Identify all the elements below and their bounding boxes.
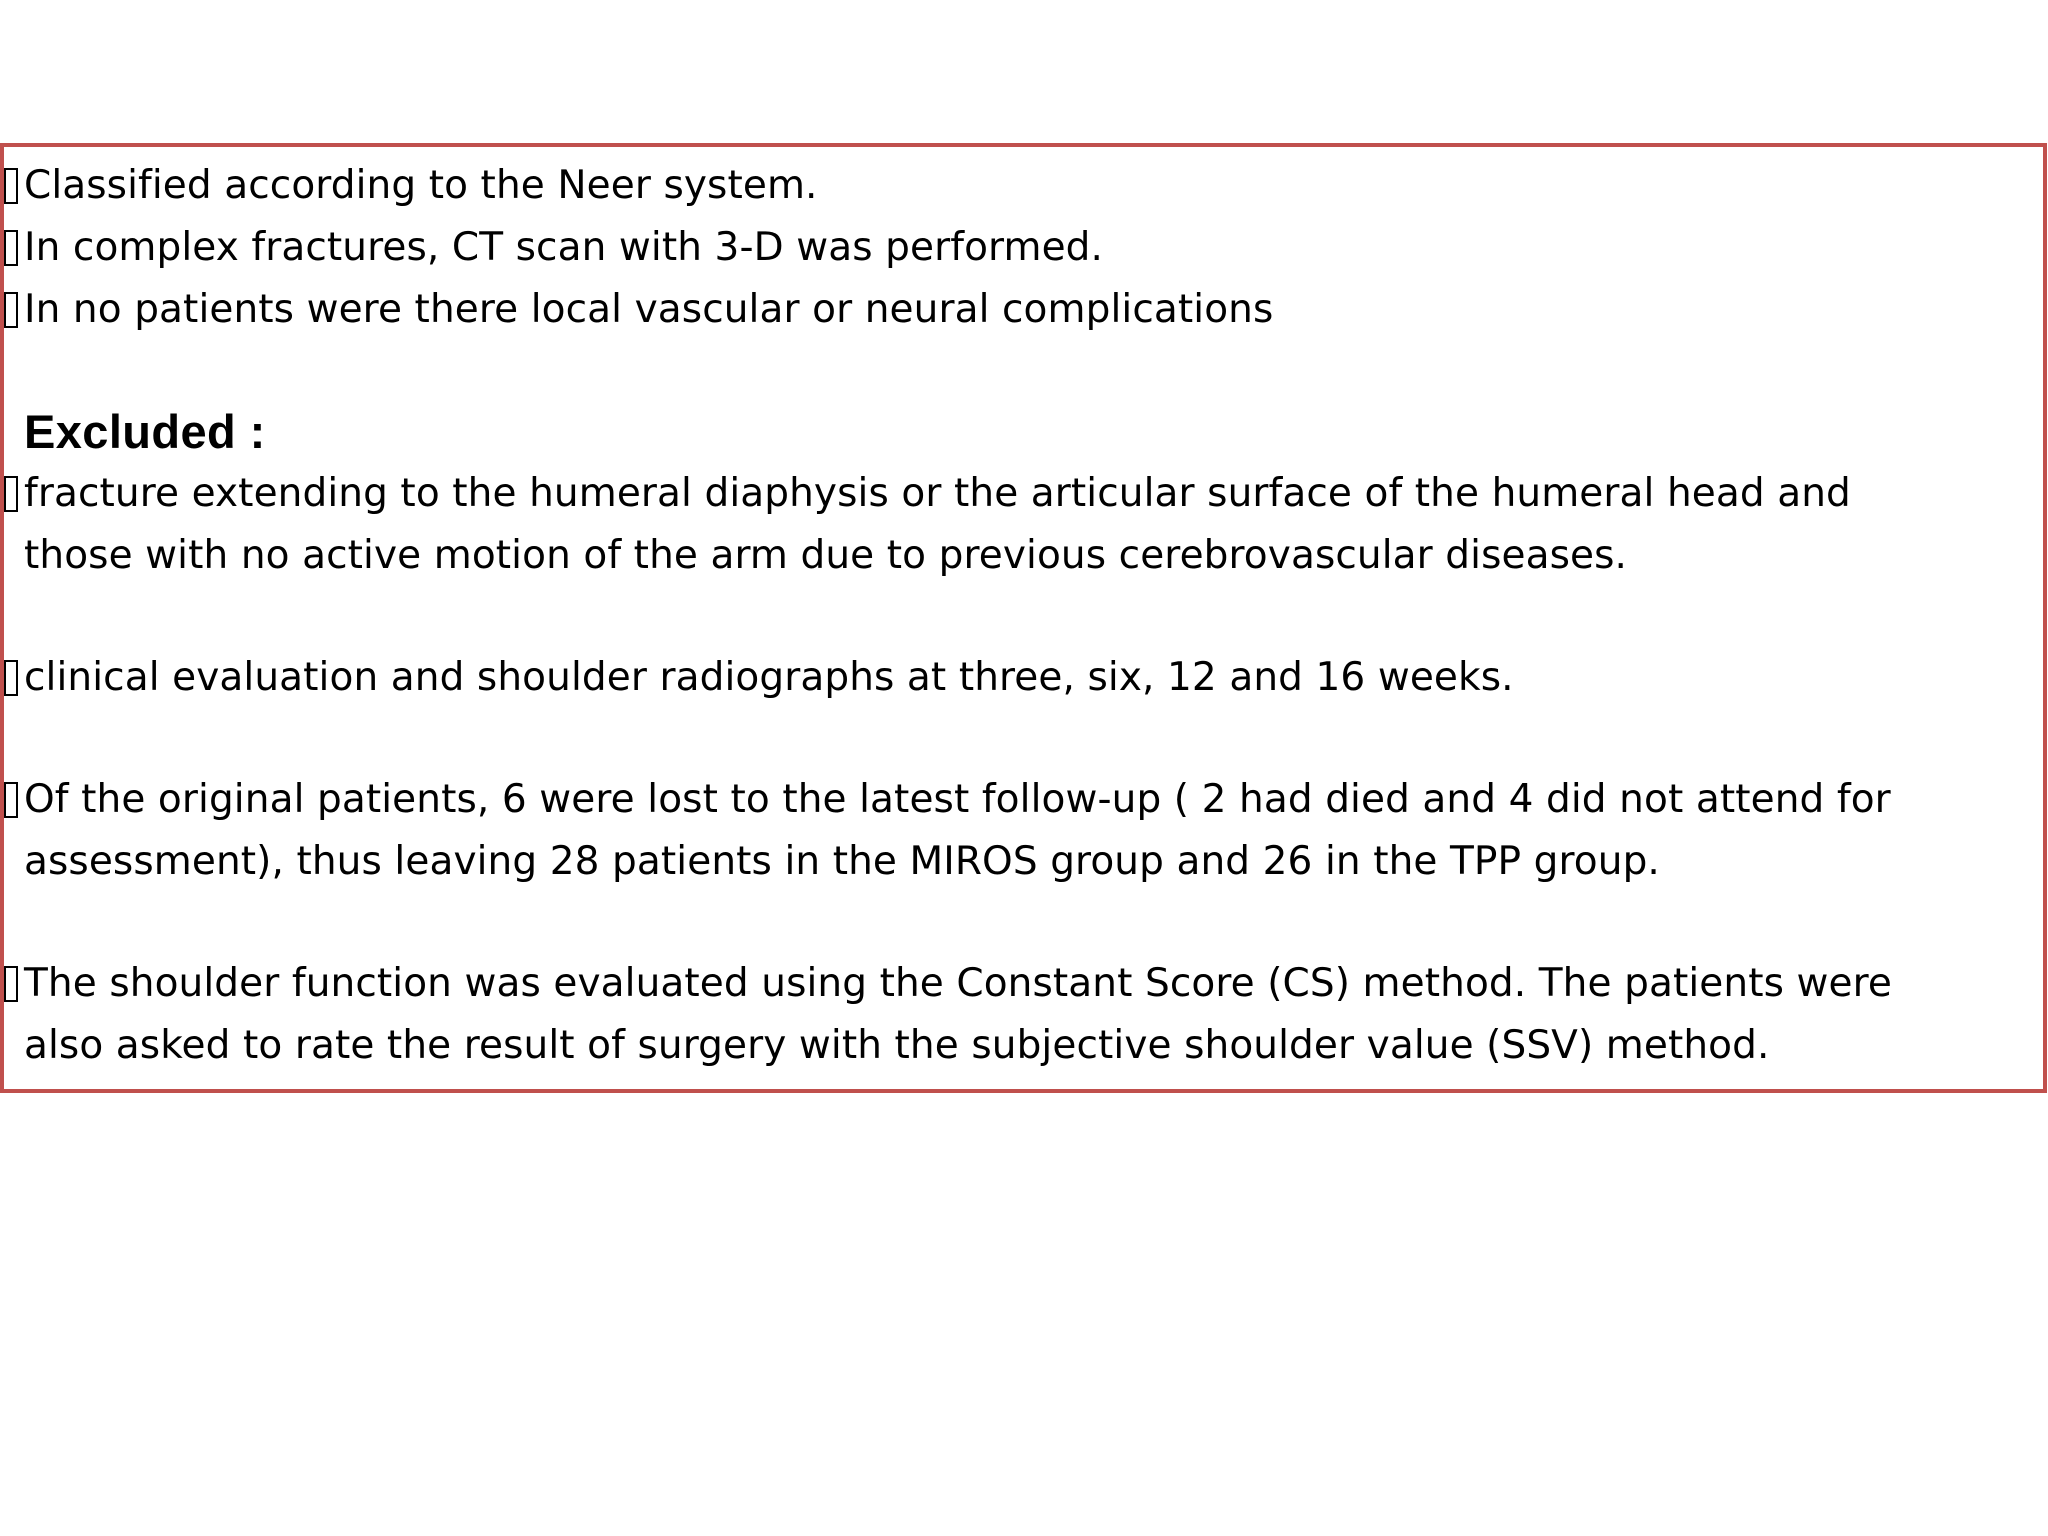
bullet-text: Classified according to the Neer system. [24,163,818,208]
bullet-excluded-line-2: those with no active motion of the arm due to previous cerebrovascular diseases. [24,533,1628,578]
bullet-followup-line-1 [4,777,1891,823]
bullet-text: clinical evaluation and shoulder radiographs at three, six, 12 and 16 weeks. [24,655,1514,700]
missing-glyph-icon [4,168,18,204]
missing-glyph-icon [4,660,18,696]
missing-glyph-icon [4,292,18,328]
missing-glyph-icon [4,230,18,266]
bullet-text: The shoulder function was evaluated using the Constant Score (CS) method. The patients were [24,961,1892,1006]
missing-glyph-icon [4,782,18,818]
bullet-followup-line-2: assessment), thus leaving 28 patients in the MIROS group and 26 in the TPP group. [24,839,1660,884]
bullet-shoulder-function-line-2: also asked to rate the result of surgery with the subjective shoulder value (SSV) method. [24,1023,1770,1068]
content-box [0,143,2047,1093]
bullet-text: In no patients were there local vascular or neural complications [24,287,1274,332]
bullet-no-complications [4,287,1273,333]
missing-glyph-icon [4,476,18,512]
bullet-shoulder-function-line-1 [4,961,1892,1007]
bullet-text: fracture extending to the humeral diaphysis or the articular surface of the humeral head and [24,471,1851,516]
bullet-text: In complex fractures, CT scan with 3-D was performed. [24,225,1104,270]
missing-glyph-icon [4,966,18,1002]
bullet-excluded-line-1 [4,471,1851,517]
bullet-neer-classification [4,163,818,209]
bullet-clinical-evaluation [4,655,1514,701]
excluded-heading: Excluded : [24,405,266,458]
bullet-text: Of the original patients, 6 were lost to the latest follow-up ( 2 had died and 4 did not attend for [24,777,1891,822]
bullet-ct-scan [4,225,1103,271]
